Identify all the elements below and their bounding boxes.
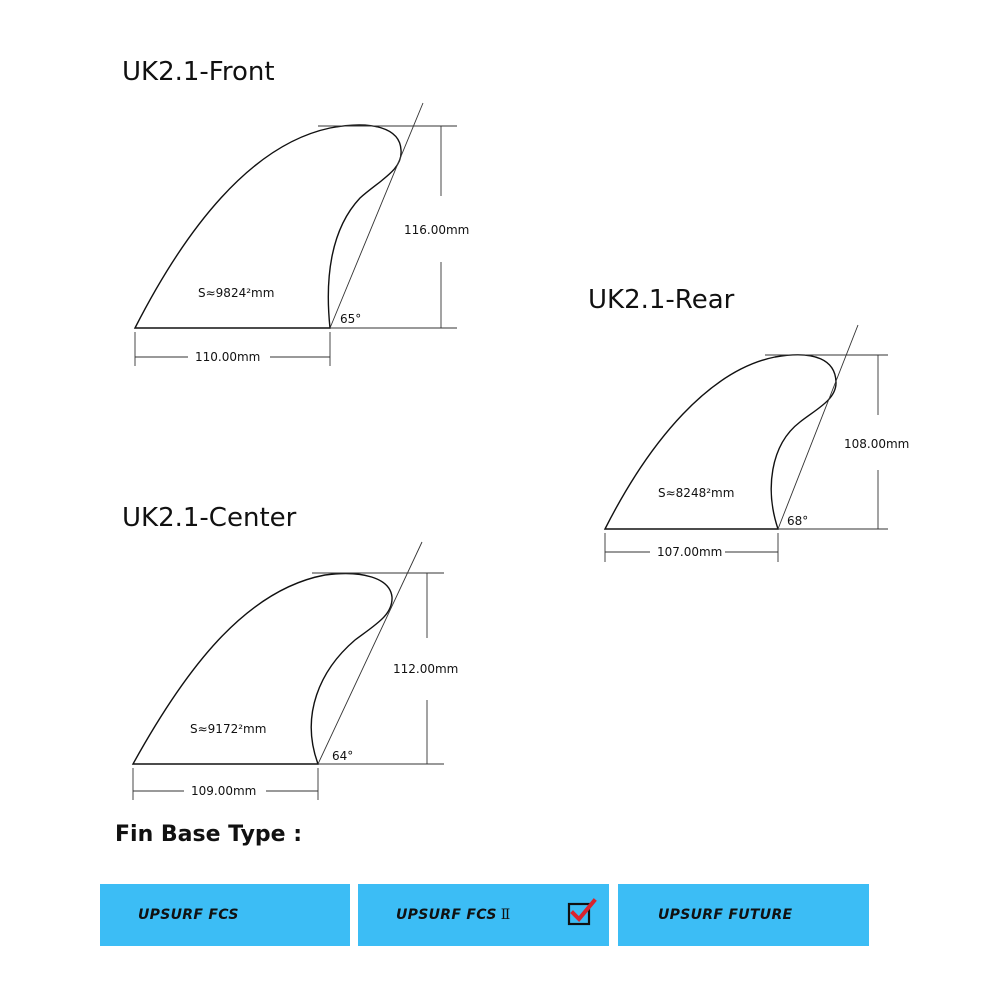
fin-center-area: S≈9172²mm xyxy=(190,722,267,736)
fin-rear-angle: 68° xyxy=(787,514,809,528)
fin-rear xyxy=(588,285,909,562)
fin-front-angle: 65° xyxy=(340,312,362,326)
fin-center xyxy=(122,503,458,800)
fin-front-title: UK2.1-Front xyxy=(122,57,275,87)
fin-base-option-fcs-label: UPSURF FCS xyxy=(138,907,239,923)
fin-front-height: 116.00mm xyxy=(404,223,470,237)
fin-base-option-fcs[interactable] xyxy=(100,884,350,946)
fin-rear-area: S≈8248²mm xyxy=(658,486,735,500)
fin-rear-base: 107.00mm xyxy=(657,545,723,559)
fin-rear-title: UK2.1-Rear xyxy=(588,285,735,315)
fin-base-title: Fin Base Type : xyxy=(115,822,303,847)
fin-center-angle: 64° xyxy=(332,749,354,763)
fin-front-angle-line xyxy=(330,103,423,328)
fin-base-option-future-label: UPSURF FUTURE xyxy=(658,907,793,923)
checkbox-checked-icon[interactable] xyxy=(567,898,597,928)
fin-rear-outline xyxy=(605,355,836,529)
fin-front-area: S≈9824²mm xyxy=(198,286,275,300)
fin-front-base: 110.00mm xyxy=(195,350,261,364)
fin-rear-height: 108.00mm xyxy=(844,437,910,451)
fin-center-base: 109.00mm xyxy=(191,784,257,798)
fin-base-option-fcs2[interactable] xyxy=(358,884,609,946)
fin-center-title: UK2.1-Center xyxy=(122,503,297,533)
fin-center-height: 112.00mm xyxy=(393,662,459,676)
fin-center-angle-line xyxy=(318,542,422,764)
fin-front xyxy=(122,57,469,366)
fin-base-option-fcs2-label: UPSURF FCS xyxy=(396,907,497,923)
fin-base-option-fcs2-suffix: Ⅱ xyxy=(500,907,511,923)
fin-base-option-future[interactable] xyxy=(618,884,869,946)
